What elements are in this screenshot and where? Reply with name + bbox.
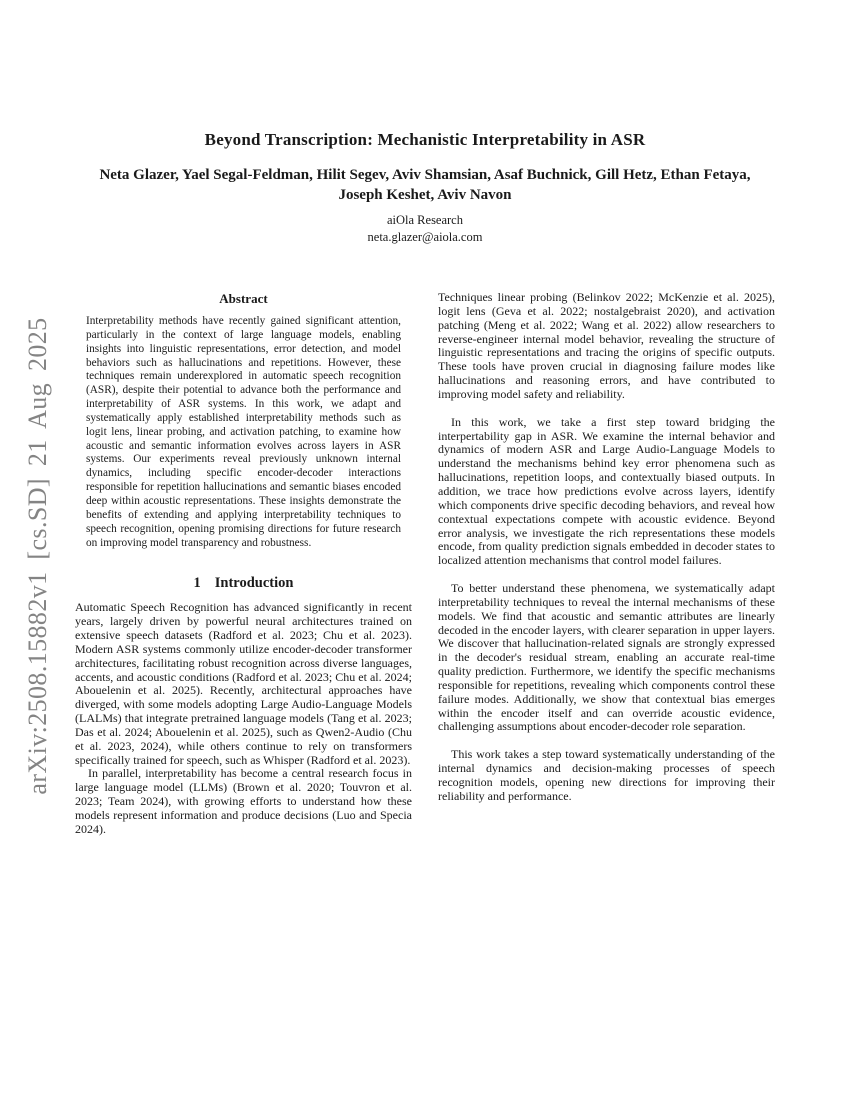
right-paragraph-1: Techniques linear probing (Belinkov 2022; McKenzie et al. 2025), logit lens (Geva et al. 2022; nostalgebraist 2020), and activation patching (Meng et al. 2022; Wang et al. 2022) allow researchers to reverse-engineer internal model behavior, revealing the structure of linguistic representations and tracing the origins of specific outputs. These tools have proven crucial in diagnosing failure modes like hallucinations and reasoning errors, and have contributed to improving model safety and reliability. xyxy=(438,290,775,401)
right-column xyxy=(438,291,775,837)
paper-title: Beyond Transcription: Mechanistic Interpretability in ASR xyxy=(204,130,646,149)
section-heading-introduction xyxy=(75,575,412,592)
right-paragraph-2: In this work, we take a first step toward bridging the interpertability gap in ASR. We examine the internal behavior and dynamics of modern ASR and Large Audio-Language Models to understand the mechanisms behind key error phenomena such as hallucinations, repetition loops, and contextually biased outputs. In addition, we trace how predictions evolve across layers, identify which components drive specific decoding behaviors, and reveal how contextual expectations compete with acoustic evidence. Beyond error analysis, we investigate the rich representations these models encode, from quality prediction signals embedded in decoder states to localized attention mechanisms that control model failures. xyxy=(438,414,775,568)
paper-header xyxy=(0,0,850,245)
section-number: 1 xyxy=(193,575,201,592)
arxiv-watermark: arXiv:2508.15882v1 [cs.SD] 21 Aug 2025 xyxy=(23,317,52,795)
author-list: Neta Glazer, Yael Segal-Feldman, Hilit Segev, Aviv Shamsian, Asaf Buchnick, Gill Hetz, Ethan Fetaya, Joseph Keshet, Aviv Navon xyxy=(99,167,751,203)
affiliation: aiOla Research xyxy=(386,213,463,227)
intro-paragraph-2: In parallel, interpretability has become a central research focus in large language model (LLMs) (Brown et al. 2020; Touvron et al. 2023; Team 2024), with growing efforts to understand how these models represent information and produce decisions (Luo and Specia 2024). xyxy=(75,766,412,836)
intro-paragraph-1: Automatic Speech Recognition has advanced significantly in recent years, largely driven by powerful neural architectures trained on extensive speech datasets (Radford et al. 2023; Chu et al. 2023). Modern ASR systems commonly utilize encoder-decoder transformer architectures, facilitating robust recognition across diverse languages, accents, and acoustic conditions (Radford et al. 2023; Chu et al. 2024; Abouelenin et al. 2025). Recently, architectural approaches have diverged, with some models adopting Large Audio-Language Models (LALMs) that integrate pretrained language models (Tang et al. 2023; Das et al. 2024; Abouelenin et al. 2025), such as Qwen2-Audio (Chu et al. 2023, 2024), while others continue to rely on transformers specifically trained for speech, such as Whisper (Radford et al. 2023). xyxy=(75,600,412,767)
two-column-body xyxy=(0,291,850,837)
abstract-heading: Abstract xyxy=(219,291,268,306)
abstract-text: Interpretability methods have recently gained significant attention, particularly in the context of large language models, enabling insights into linguistic representations, error detection, and model behaviors such as hallucinations and repetitions. However, these techniques remain underexplored in automatic speech recognition (ASR), despite their potential to advance both the performance and interpretability of ASR systems. In this work, we adapt and systematically apply established interpretability methods such as logit lens, linear probing, and activation patching, to examine how acoustic and semantic information evolves across layers in ASR systems. Our experiments reveal previously unknown internal dynamics, including specific encoder-decoder interactions responsible for repetition hallucinations and semantic biases encoded deep within acoustic representations. These insights demonstrate the benefits of extending and applying interpretability techniques to speech recognition, opening promising directions for future research on improving model transparency and robustness. xyxy=(86,315,401,549)
section-title: Introduction xyxy=(214,575,294,592)
left-column xyxy=(75,291,412,837)
right-paragraph-4: This work takes a step toward systematically understanding of the internal dynamics and decision-making processes of speech recognition models, opening new directions for improving their reliability and performance. xyxy=(438,747,775,803)
right-paragraph-3: To better understand these phenomena, we systematically adapt interpretability techniques to reveal the internal mechanisms of these models. We find that acoustic and semantic attributes are linearly decoded in the encoder layers, with clearer separation in upper layers. We discover that hallucination-related signals are strongly expressed in the decoder's residual stream, enabling an accurate real-time quality prediction. Furthermore, we identify the specific mechanisms responsible for repetitions, revealing which components control these failure modes. Additionally, we show that contextual bias emerges within the encoder itself and can override acoustic evidence, challenging assumptions about encoder-decoder role separation. xyxy=(438,581,775,734)
contact-email: neta.glazer@aiola.com xyxy=(367,230,483,244)
